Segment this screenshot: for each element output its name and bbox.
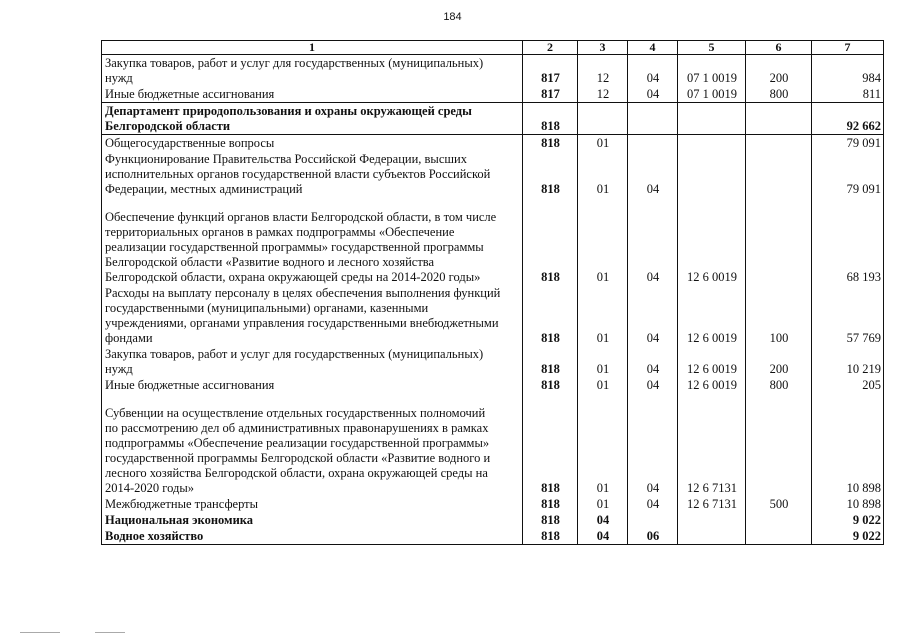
- row-description: [102, 512, 523, 528]
- expense-type-code: [746, 512, 812, 528]
- description-line: Межбюджетные трансферты: [105, 497, 259, 511]
- expense-type-code: [746, 528, 812, 545]
- description-line: Белгородской области, охрана окружающей среды на 2014-2020 годы»: [105, 270, 481, 284]
- description-line: Субвенции на осуществление отдельных государственных полномочий: [105, 406, 486, 420]
- admin-code: 818: [523, 393, 578, 496]
- amount: 9 022: [812, 528, 884, 545]
- description-line: Иные бюджетные ассигнования: [105, 378, 275, 392]
- row-description: [102, 528, 523, 545]
- description-line: Национальная экономика: [105, 513, 254, 527]
- table-row: [102, 346, 884, 377]
- expense-type-code: [746, 393, 812, 496]
- description-line: Белгородской области: [105, 119, 231, 133]
- description-line: учреждениями, органами управления государственными внебюджетными: [105, 316, 499, 330]
- amount: 57 769: [812, 285, 884, 346]
- budget-table: [101, 40, 884, 545]
- section-code: 04: [578, 528, 628, 545]
- row-description: [102, 135, 523, 152]
- expense-type-code: 800: [746, 377, 812, 393]
- amount: 10 898: [812, 496, 884, 512]
- table-row: [102, 393, 884, 496]
- description-line: Обеспечение функций органов власти Белгородской области, в том числе: [105, 210, 497, 224]
- subsection-code: 04: [628, 377, 678, 393]
- expense-type-code: 500: [746, 496, 812, 512]
- page-number: 184: [443, 11, 462, 23]
- admin-code: 817: [523, 86, 578, 103]
- amount: 9 022: [812, 512, 884, 528]
- expense-type-code: 200: [746, 346, 812, 377]
- admin-code: 817: [523, 55, 578, 87]
- description-line: Белгородской области «Развитие водного и лесного хозяйства: [105, 255, 435, 269]
- row-description: [102, 103, 523, 135]
- header-row: [102, 41, 884, 55]
- expense-type-code: [746, 135, 812, 152]
- description-line: Расходы на выплату персоналу в целях обеспечения выполнения функций: [105, 286, 501, 300]
- subsection-code: 06: [628, 528, 678, 545]
- target-article-code: 12 6 7131: [678, 393, 746, 496]
- table-row: [102, 55, 884, 87]
- admin-code: 818: [523, 528, 578, 545]
- section-code: 01: [578, 377, 628, 393]
- row-description: [102, 393, 523, 496]
- description-line: территориальных органов в рамках подпрограммы «Обеспечение: [105, 225, 455, 239]
- table-row: [102, 103, 884, 135]
- header-col-7: 7: [812, 41, 884, 55]
- target-article-code: 07 1 0019: [678, 86, 746, 103]
- subsection-code: 04: [628, 55, 678, 87]
- expense-type-code: [746, 103, 812, 135]
- subsection-code: [628, 512, 678, 528]
- row-description: [102, 151, 523, 197]
- expense-type-code: 200: [746, 55, 812, 87]
- target-article-code: 12 6 0019: [678, 377, 746, 393]
- section-code: 12: [578, 55, 628, 87]
- subsection-code: 04: [628, 151, 678, 197]
- description-line: лесного хозяйства Белгородской области, охрана окружающей среды на: [105, 466, 488, 480]
- target-article-code: [678, 528, 746, 545]
- amount: 79 091: [812, 151, 884, 197]
- description-line: подпрограммы «Обеспечение реализации государственной программы»: [105, 436, 490, 450]
- subsection-code: 04: [628, 285, 678, 346]
- row-description: [102, 86, 523, 103]
- description-line: Закупка товаров, работ и услуг для государственных (муниципальных): [105, 347, 484, 361]
- target-article-code: 12 6 0019: [678, 346, 746, 377]
- description-line: Департамент природопользования и охраны окружающей среды: [105, 104, 472, 118]
- expense-type-code: 800: [746, 86, 812, 103]
- section-code: 01: [578, 346, 628, 377]
- admin-code: 818: [523, 512, 578, 528]
- header-col-2: 2: [523, 41, 578, 55]
- description-line: Федерации, местных администраций: [105, 182, 303, 196]
- table-row: [102, 86, 884, 103]
- header-col-6: 6: [746, 41, 812, 55]
- admin-code: 818: [523, 151, 578, 197]
- row-description: [102, 285, 523, 346]
- table-row: [102, 377, 884, 393]
- admin-code: 818: [523, 197, 578, 285]
- subsection-code: 04: [628, 393, 678, 496]
- description-line: фондами: [105, 331, 153, 345]
- amount: 205: [812, 377, 884, 393]
- expense-type-code: [746, 151, 812, 197]
- row-description: [102, 377, 523, 393]
- description-line: исполнительных органов государственной власти субъектов Российской: [105, 167, 491, 181]
- amount: 68 193: [812, 197, 884, 285]
- admin-code: 818: [523, 103, 578, 135]
- admin-code: 818: [523, 346, 578, 377]
- table-row: [102, 197, 884, 285]
- section-code: [578, 103, 628, 135]
- row-description: [102, 496, 523, 512]
- section-code: 01: [578, 197, 628, 285]
- description-line: государственной программы Белгородской области «Развитие водного и: [105, 451, 491, 465]
- description-line: Закупка товаров, работ и услуг для государственных (муниципальных): [105, 56, 484, 70]
- target-article-code: 12 6 0019: [678, 285, 746, 346]
- description-line: Общегосударственные вопросы: [105, 136, 275, 150]
- table-row: [102, 512, 884, 528]
- scan-artifact-line: [95, 632, 125, 633]
- subsection-code: [628, 103, 678, 135]
- scan-artifact-line: [20, 632, 60, 633]
- amount: 984: [812, 55, 884, 87]
- subsection-code: 04: [628, 197, 678, 285]
- header-col-5: 5: [678, 41, 746, 55]
- target-article-code: 12 6 0019: [678, 197, 746, 285]
- table-row: [102, 135, 884, 152]
- section-code: 01: [578, 285, 628, 346]
- subsection-code: 04: [628, 346, 678, 377]
- target-article-code: [678, 135, 746, 152]
- expense-type-code: [746, 197, 812, 285]
- row-description: [102, 346, 523, 377]
- subsection-code: 04: [628, 496, 678, 512]
- amount: 10 219: [812, 346, 884, 377]
- section-code: 04: [578, 512, 628, 528]
- admin-code: 818: [523, 135, 578, 152]
- admin-code: 818: [523, 377, 578, 393]
- header-col-3: 3: [578, 41, 628, 55]
- description-line: нужд: [105, 362, 133, 376]
- description-line: Функционирование Правительства Российской Федерации, высших: [105, 152, 467, 166]
- table-row: [102, 528, 884, 545]
- table-row: [102, 285, 884, 346]
- subsection-code: 04: [628, 86, 678, 103]
- amount: 92 662: [812, 103, 884, 135]
- table-row: [102, 496, 884, 512]
- amount: 10 898: [812, 393, 884, 496]
- table-row: [102, 151, 884, 197]
- section-code: 01: [578, 135, 628, 152]
- description-line: нужд: [105, 71, 133, 85]
- description-line: Водное хозяйство: [105, 529, 204, 543]
- target-article-code: [678, 151, 746, 197]
- section-code: 01: [578, 496, 628, 512]
- admin-code: 818: [523, 496, 578, 512]
- row-description: [102, 197, 523, 285]
- admin-code: 818: [523, 285, 578, 346]
- target-article-code: 12 6 7131: [678, 496, 746, 512]
- section-code: 12: [578, 86, 628, 103]
- description-line: Иные бюджетные ассигнования: [105, 87, 275, 101]
- header-col-1: 1: [102, 41, 523, 55]
- amount: 79 091: [812, 135, 884, 152]
- row-description: [102, 55, 523, 87]
- section-code: 01: [578, 151, 628, 197]
- target-article-code: 07 1 0019: [678, 55, 746, 87]
- subsection-code: [628, 135, 678, 152]
- target-article-code: [678, 103, 746, 135]
- header-col-4: 4: [628, 41, 678, 55]
- section-code: 01: [578, 393, 628, 496]
- description-line: государственными (муниципальными) органами, казенными: [105, 301, 429, 315]
- amount: 811: [812, 86, 884, 103]
- description-line: по рассмотрению дел об административных правонарушениях в рамках: [105, 421, 489, 435]
- description-line: реализации государственной программы» государственной программы: [105, 240, 484, 254]
- target-article-code: [678, 512, 746, 528]
- description-line: 2014-2020 годы»: [105, 481, 195, 495]
- expense-type-code: 100: [746, 285, 812, 346]
